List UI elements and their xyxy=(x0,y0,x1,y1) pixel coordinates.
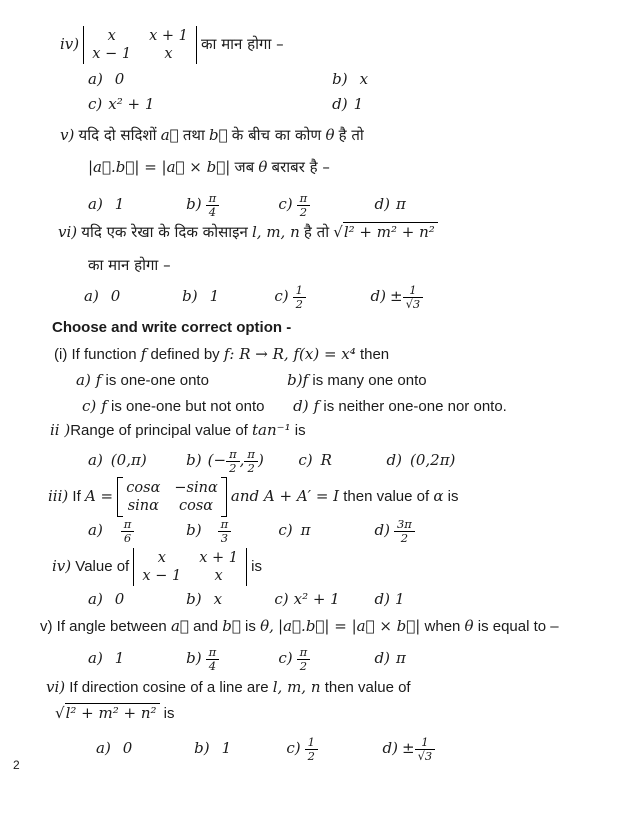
option-value: is many one onto xyxy=(312,372,427,390)
options-row xyxy=(88,448,455,474)
option-d xyxy=(375,590,405,610)
option-label: d) xyxy=(332,95,348,114)
question-vi-hindi-line2 xyxy=(88,256,171,276)
f-symbol: f xyxy=(101,397,107,416)
matrix-cell: −sinα xyxy=(174,480,218,496)
option-label: a) xyxy=(88,70,103,89)
option-c xyxy=(88,95,328,115)
option-value: π xyxy=(395,649,406,668)
option-b xyxy=(182,287,270,307)
fraction: $\frac{\pi}{2}$ xyxy=(297,646,311,672)
question-text-hindi: तथा xyxy=(182,126,205,144)
option-value: 1 xyxy=(114,195,125,214)
option-label: c) xyxy=(278,649,293,668)
options-row xyxy=(88,646,406,672)
option-value: (0,2π) xyxy=(409,451,456,470)
options-row xyxy=(88,70,368,90)
option-value: R xyxy=(320,451,332,470)
option-value: 1 xyxy=(114,649,125,668)
f-symbol: f xyxy=(313,397,320,416)
question-text: is xyxy=(447,488,459,506)
question-text-hindi: का मान होगा – xyxy=(88,256,171,274)
lmn-symbols: l, m, n xyxy=(272,678,321,696)
options-row xyxy=(84,284,423,310)
matrix-cell: sinα xyxy=(127,498,159,515)
question-text: defined by xyxy=(150,346,220,363)
option-c xyxy=(278,521,370,541)
option-label: d) xyxy=(374,590,390,609)
matrix-lhs: A = xyxy=(84,487,114,506)
function-definition: f: R → R, f(x) = x⁴ xyxy=(223,345,356,363)
option-c xyxy=(274,284,366,310)
option-value: x xyxy=(359,70,369,89)
question-text: then value of xyxy=(324,679,411,696)
determinant xyxy=(83,26,197,64)
option-label: d) xyxy=(386,451,402,470)
det-cell: x xyxy=(214,568,223,585)
matrix-cell: cosα xyxy=(126,480,161,496)
fraction: $\frac{\pi}{4}$ xyxy=(206,646,220,672)
option-label: c) xyxy=(286,739,301,758)
option-value: 0 xyxy=(122,739,133,758)
question-text: is xyxy=(245,618,256,635)
det-cell: x xyxy=(107,28,116,44)
matrix xyxy=(117,477,226,517)
option-label: c) xyxy=(274,287,289,306)
option-c xyxy=(278,192,370,218)
option-a xyxy=(88,518,182,544)
fraction: $\frac{\pi}{2}$ xyxy=(297,192,311,218)
question-text: when xyxy=(424,618,461,635)
option-d xyxy=(332,95,363,115)
fraction: $\frac{\pi}{6}$ xyxy=(121,518,135,544)
question-text-hindi: का मान होगा – xyxy=(201,35,284,54)
fraction: $\frac{\pi}{2}$ xyxy=(226,448,240,474)
option-label: a) xyxy=(88,590,103,609)
fraction: $\frac{1}{√3}$ xyxy=(415,736,436,762)
option-value: is one-one onto xyxy=(105,372,209,390)
det-cell: x xyxy=(157,550,166,566)
option-label: d) xyxy=(374,649,390,668)
option-c xyxy=(298,451,382,471)
question-iii-line xyxy=(48,477,459,517)
question-text-hindi: बराबर है – xyxy=(271,158,330,176)
option-label: c) xyxy=(298,451,313,470)
option-a xyxy=(88,195,182,215)
fraction: $\frac{1}{√3}$ xyxy=(403,284,424,310)
option-a xyxy=(88,451,182,471)
question-text: If xyxy=(72,488,81,506)
vector-equation: |a⃗.b⃗| = |a⃗ × b⃗| xyxy=(88,158,231,176)
question-iv-hindi xyxy=(60,26,284,64)
question-text: If function xyxy=(71,346,137,363)
question-text: is xyxy=(163,705,175,722)
plus-minus: ± xyxy=(389,287,403,306)
option-d xyxy=(371,284,424,310)
question-number: iv) xyxy=(60,35,80,54)
question-number: ii ) xyxy=(50,421,71,439)
theta-symbol: θ xyxy=(464,617,474,635)
option-value: 1 xyxy=(394,590,405,609)
option-b xyxy=(287,371,426,391)
option-value: 1 xyxy=(221,739,232,758)
lmn-symbols: l, m, n xyxy=(251,223,300,241)
option-label: c) xyxy=(274,590,289,609)
theta-symbol: θ xyxy=(258,158,268,176)
options-row xyxy=(88,192,406,218)
fraction: $\frac{\pi}{4}$ xyxy=(206,192,220,218)
tan-inverse: tan⁻¹ xyxy=(252,421,291,439)
option-d xyxy=(387,451,456,471)
option-label: a) xyxy=(76,371,91,390)
question-text: then xyxy=(359,346,390,363)
det-cell: x + 1 xyxy=(149,28,188,44)
option-c xyxy=(278,646,370,672)
option-label: b) xyxy=(186,521,202,540)
question-iv-line xyxy=(52,548,262,586)
option-label: c) xyxy=(278,521,293,540)
vector-equation: |a⃗.b⃗| = |a⃗ × b⃗| xyxy=(278,617,421,635)
question-text: then value of xyxy=(343,488,430,506)
option-value: is neither one-one nor onto. xyxy=(323,398,507,416)
question-text: If angle between xyxy=(56,618,167,635)
question-text-hindi: के बीच का कोण xyxy=(231,126,322,144)
question-text: If direction cosine of a line are xyxy=(69,679,269,696)
option-label: a) xyxy=(84,287,99,306)
question-text-hindi: जब xyxy=(234,158,255,176)
option-c xyxy=(286,736,378,762)
f-symbol: f xyxy=(95,371,102,390)
question-number: vi) xyxy=(46,678,66,696)
option-value: 1 xyxy=(353,95,364,114)
option-label: b) xyxy=(182,287,198,306)
question-text: and xyxy=(193,618,219,635)
option-b xyxy=(332,70,368,90)
sqrt-expression: √l² + m² + n² xyxy=(55,704,160,722)
question-vi-hindi-line1 xyxy=(58,222,438,243)
question-v-hindi-line2 xyxy=(88,158,330,178)
question-ii-line xyxy=(50,421,306,441)
option-a xyxy=(96,739,190,759)
det-cell: x − 1 xyxy=(142,568,182,585)
det-cell: x − 1 xyxy=(92,46,132,63)
option-c xyxy=(274,590,370,610)
option-b xyxy=(186,192,274,218)
question-v-line xyxy=(40,617,559,637)
theta-symbol: θ xyxy=(325,126,335,144)
option-label: b) xyxy=(332,70,348,89)
option-d xyxy=(383,736,436,762)
vector-a: a⃗ xyxy=(170,617,189,635)
option-value: x² + 1 xyxy=(293,590,340,609)
option-label: a) xyxy=(88,195,103,214)
question-text-hindi: यदि एक रेखा के दिक कोसाइन xyxy=(81,223,248,241)
question-i-line xyxy=(54,345,389,365)
close-paren: ) xyxy=(257,451,264,470)
options-row xyxy=(76,371,427,391)
option-value: 0 xyxy=(110,287,121,306)
option-a xyxy=(88,590,182,610)
det-cell: x + 1 xyxy=(199,550,238,566)
question-number: iii) xyxy=(48,487,69,506)
option-label: c) xyxy=(82,397,97,416)
question-text: is equal to – xyxy=(477,618,559,635)
option-label: b) xyxy=(186,451,202,470)
matrix-cell: cosα xyxy=(179,498,214,515)
option-value: 0 xyxy=(114,590,125,609)
option-b xyxy=(194,739,282,759)
question-text: Value of xyxy=(75,558,130,576)
option-label: a) xyxy=(88,521,103,540)
question-number: (i) xyxy=(54,346,68,363)
theta-symbol: θ, xyxy=(260,617,274,635)
option-label: a) xyxy=(96,739,111,758)
option-b xyxy=(186,518,274,544)
f-symbol: f xyxy=(140,345,147,363)
option-label: d) xyxy=(370,287,386,306)
option-a xyxy=(76,371,283,391)
question-number: vi) xyxy=(58,223,78,241)
option-value: (0,π) xyxy=(110,451,147,470)
fraction: $\frac{1}{2}$ xyxy=(293,284,306,310)
question-v-hindi-line1 xyxy=(60,126,364,146)
question-text: is xyxy=(251,558,262,576)
vector-b: b⃗ xyxy=(222,617,241,635)
option-value: is one-one but not onto xyxy=(111,398,265,416)
fraction: $\frac{\pi}{3}$ xyxy=(218,518,232,544)
option-value: π xyxy=(395,195,406,214)
question-text: Range of principal value of xyxy=(70,422,248,439)
option-b xyxy=(186,448,294,474)
option-value: 0 xyxy=(114,70,125,89)
fraction: $\frac{\pi}{2}$ xyxy=(244,448,258,474)
option-value: x² + 1 xyxy=(108,95,155,114)
question-number: v) xyxy=(60,126,75,144)
page-number: 2 xyxy=(13,758,20,772)
question-number: iv) xyxy=(52,557,72,576)
option-a xyxy=(88,70,328,90)
option-a xyxy=(88,649,182,669)
options-row xyxy=(88,590,405,610)
options-row xyxy=(88,518,415,544)
open-paren: (− xyxy=(207,451,227,470)
option-a xyxy=(84,287,178,307)
option-b xyxy=(186,646,274,672)
question-number: v) xyxy=(40,618,53,635)
option-c xyxy=(82,397,289,417)
fraction: $\frac{3\pi}{2}$ xyxy=(394,518,415,544)
option-label: b) xyxy=(186,649,202,668)
option-label: d) xyxy=(382,739,398,758)
option-d xyxy=(375,195,406,215)
option-d xyxy=(375,518,415,544)
option-label: a) xyxy=(88,649,103,668)
determinant xyxy=(133,548,247,586)
option-label: c) xyxy=(278,195,293,214)
option-label: b) xyxy=(194,739,210,758)
plus-minus: ± xyxy=(401,739,415,758)
question-text: is xyxy=(294,422,306,439)
option-d xyxy=(375,649,406,669)
f-symbol: f xyxy=(302,371,309,390)
option-label: b) xyxy=(186,195,202,214)
section-header: Choose and write correct option - xyxy=(52,319,292,336)
alpha-symbol: α xyxy=(433,487,444,506)
comma: , xyxy=(239,451,245,470)
option-value: 1 xyxy=(209,287,220,306)
option-value: x xyxy=(213,590,223,609)
option-label: c) xyxy=(88,95,103,114)
question-text-hindi: है तो xyxy=(338,126,364,144)
option-label: a) xyxy=(88,451,103,470)
matrix-condition: and A + A′ = I xyxy=(230,487,340,506)
option-label: d) xyxy=(293,397,309,416)
vector-b: b⃗ xyxy=(209,126,228,144)
question-text-hindi: यदि दो सदिशों xyxy=(78,126,157,144)
options-row xyxy=(88,95,363,115)
question-vi-line2 xyxy=(55,703,175,724)
vector-a: a⃗ xyxy=(160,126,179,144)
sqrt-expression: √l² + m² + n² xyxy=(333,223,438,241)
options-row xyxy=(96,736,435,762)
fraction: $\frac{1}{2}$ xyxy=(305,736,318,762)
question-vi-line1 xyxy=(46,678,411,698)
option-d xyxy=(293,397,507,417)
option-value: π xyxy=(300,521,311,540)
option-label: b) xyxy=(186,590,202,609)
option-label: d) xyxy=(374,195,390,214)
options-row xyxy=(82,397,507,417)
det-cell: x xyxy=(164,46,173,63)
option-b xyxy=(186,590,270,610)
option-label: d) xyxy=(374,521,390,540)
question-text-hindi: है तो xyxy=(303,223,330,241)
option-label: b) xyxy=(287,371,303,390)
